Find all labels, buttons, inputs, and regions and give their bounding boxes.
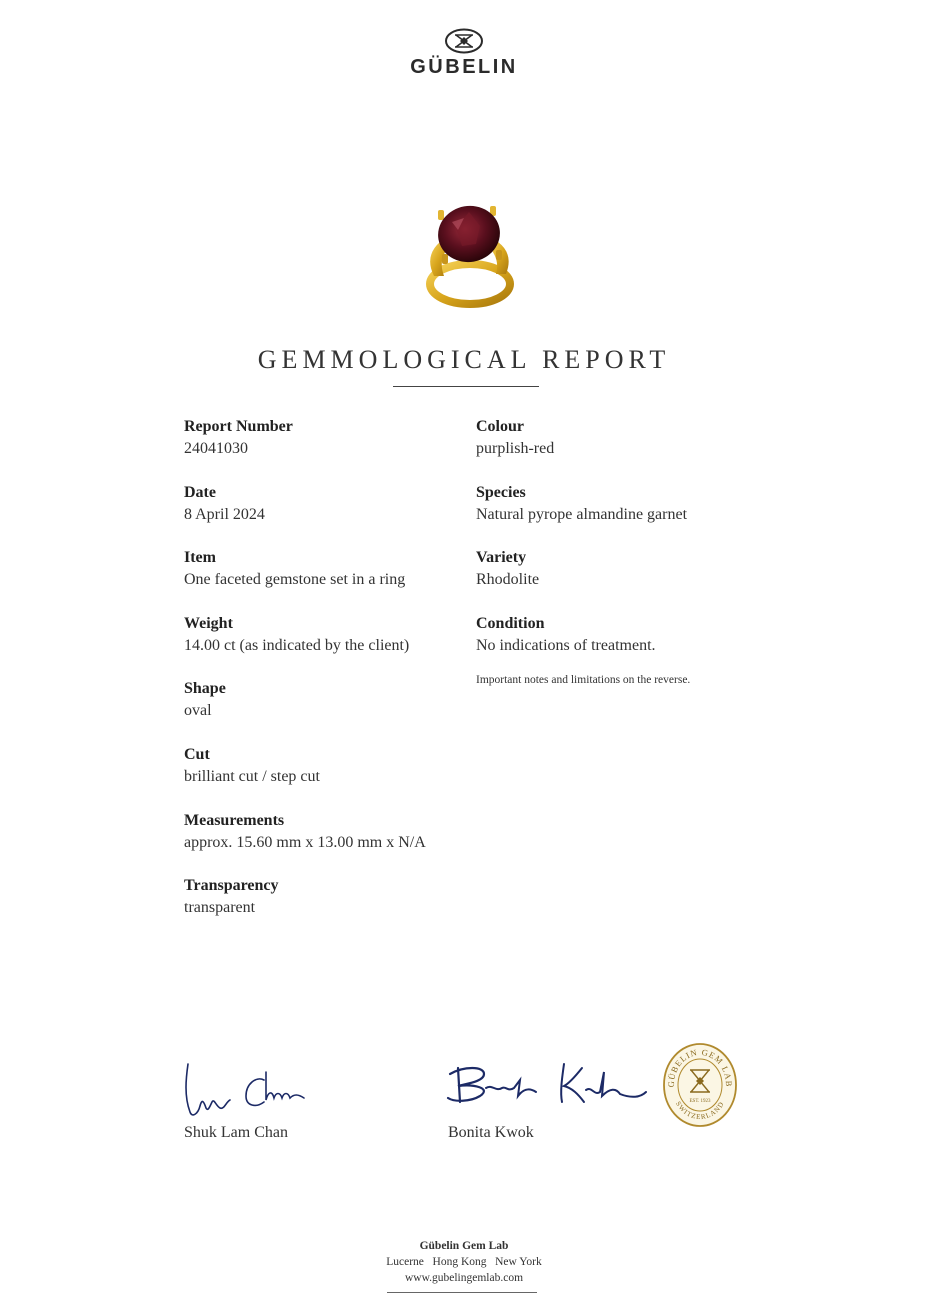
field-value: No indications of treatment. <box>476 636 656 654</box>
footer-lab-name: Gübelin Gem Lab <box>419 1240 509 1252</box>
signature-shuk-lam-chan <box>180 1058 320 1122</box>
field-report-number <box>184 416 464 482</box>
brand-name: GÜBELIN <box>410 56 518 78</box>
field-label: Species <box>476 483 526 501</box>
brand-logo <box>0 28 928 79</box>
gubelin-emblem-icon <box>444 28 484 54</box>
field-label: Shape <box>184 680 226 698</box>
signature-bonita-kwok <box>444 1058 650 1110</box>
field-value: 8 April 2024 <box>184 505 265 523</box>
field-condition <box>476 613 776 679</box>
field-label: Variety <box>476 549 527 567</box>
field-cut <box>184 744 464 810</box>
report-title: GEMMOLOGICAL REPORT <box>257 345 671 374</box>
field-value: One faceted gemstone set in a ring <box>184 571 406 589</box>
field-label: Measurements <box>184 811 285 829</box>
field-colour <box>476 416 776 482</box>
field-weight <box>184 613 464 679</box>
field-item <box>184 547 464 613</box>
field-transparency <box>184 875 464 941</box>
field-label: Date <box>184 483 216 501</box>
field-value: oval <box>184 702 212 720</box>
field-value: 14.00 ct (as indicated by the client) <box>184 636 410 654</box>
footer-website: www.gubelingemlab.com <box>404 1272 524 1284</box>
field-label: Cut <box>184 745 210 763</box>
ring-photo <box>418 196 518 314</box>
footer-underline <box>387 1292 537 1293</box>
footer <box>0 1238 928 1286</box>
field-label: Report Number <box>184 418 293 435</box>
field-measurements <box>184 810 464 876</box>
reverse-note: Important notes and limitations on the reverse. <box>476 674 691 686</box>
gem-lab-seal-icon <box>662 1042 738 1128</box>
field-value: brilliant cut / step cut <box>184 767 320 785</box>
field-label: Transparency <box>184 877 279 895</box>
field-value: approx. 15.60 mm x 13.00 mm x N/A <box>184 833 426 851</box>
field-label: Condition <box>476 614 545 632</box>
field-label: Colour <box>476 418 524 435</box>
field-shape <box>184 678 464 744</box>
field-label: Item <box>184 549 216 567</box>
field-value: transparent <box>184 899 256 917</box>
footer-locations: Lucerne Hong Kong New York <box>386 1256 542 1268</box>
field-variety <box>476 547 776 613</box>
field-value: Rhodolite <box>476 571 540 589</box>
signatory-name: Shuk Lam Chan <box>184 1124 288 1141</box>
seal-top-text: GÜBELIN GEM LAB <box>665 1046 735 1088</box>
signatory-name: Bonita Kwok <box>448 1124 534 1141</box>
field-value: purplish-red <box>476 440 555 457</box>
seal-center-text: EST. 1923 <box>689 1099 711 1104</box>
field-date <box>184 482 464 548</box>
field-species <box>476 482 776 548</box>
seal-bottom-text: SWITZERLAND <box>674 1099 727 1122</box>
right-field-column <box>476 416 776 678</box>
title-underline <box>393 386 539 387</box>
left-field-column <box>184 416 464 941</box>
field-value: 24041030 <box>184 440 248 457</box>
field-value: Natural pyrope almandine garnet <box>476 505 688 523</box>
field-label: Weight <box>184 614 233 632</box>
